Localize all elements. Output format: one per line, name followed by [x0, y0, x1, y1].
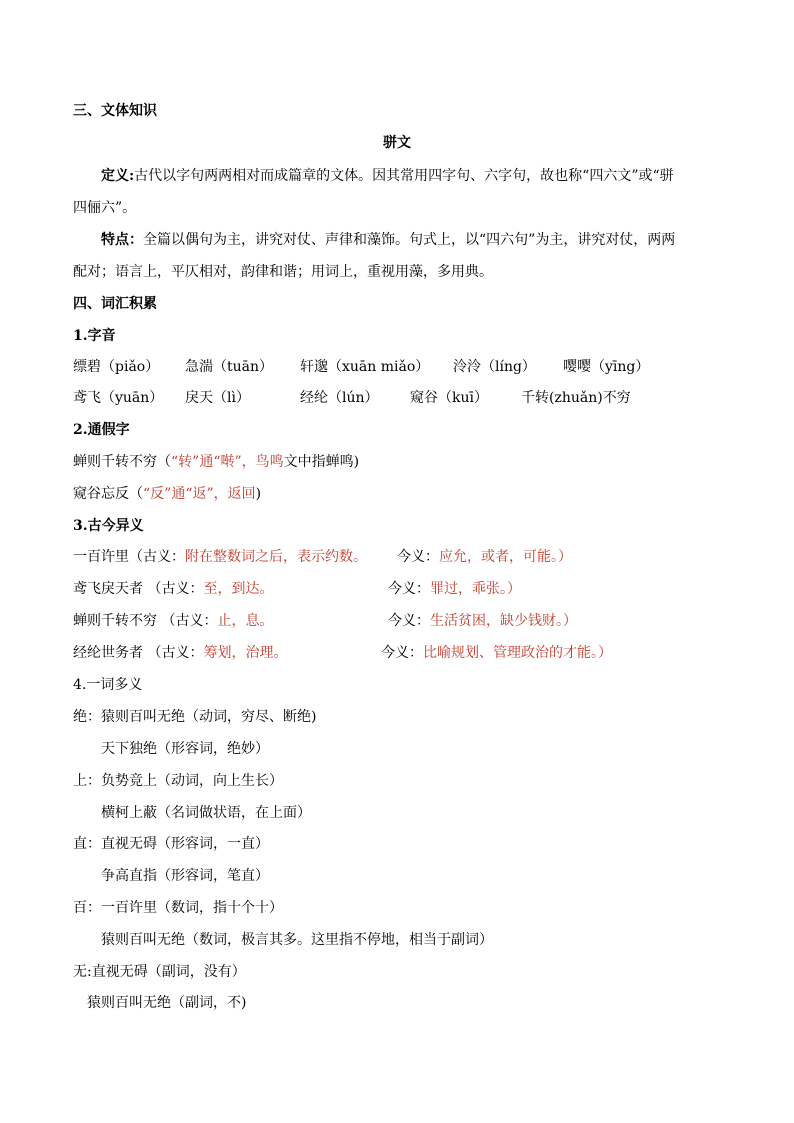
loan-char-prefix: 窥谷忘反（ [73, 486, 143, 502]
ancient-modern-row [0, 547, 794, 567]
pron-item: 缥碧（piǎo） [73, 359, 160, 375]
loan-chars-heading: 2.通假字 [73, 422, 130, 438]
pron-item: 经纶（lún） [300, 390, 379, 406]
polysemy-line: 猿则百叫无绝（数词，极言其多。这里指不停地，相当于副词） [101, 932, 493, 948]
polysemy-line: 天下独绝（形容词，绝妙） [101, 741, 269, 757]
pron-item: 嘤嘤（yīng） [563, 359, 650, 375]
definition-line-2: 四俪六”。 [73, 200, 137, 216]
loan-char-explanation: “转”通“啭”，鸟鸣 [171, 454, 284, 470]
am-ancient-label: （古义： [143, 645, 204, 661]
am-word: 鸢飞戾天者 [73, 581, 143, 597]
definition-line-1 [101, 166, 674, 186]
am-ancient-label: （古义： [129, 549, 185, 565]
polysemy-line: 猿则百叫无绝（副词，不) [87, 995, 247, 1011]
am-ancient-meaning: 止，息。 [217, 613, 274, 629]
polysemy-example: 负势竞上（动词，向上生长） [101, 773, 283, 789]
polysemy-word: 百： [73, 900, 101, 916]
am-word: 蝉则千转不穷 [73, 613, 157, 629]
features-label: 特点： [101, 232, 143, 248]
section-heading-literary-knowledge: 三、文体知识 [73, 103, 157, 119]
ancient-modern-heading: 3.古今异义 [73, 518, 144, 534]
am-word: 一百许里 [73, 549, 129, 565]
pron-item: 鸢飞（yuān） [73, 390, 164, 406]
am-ancient-meaning: 附在整数词之后，表示约数。 [185, 549, 367, 565]
polysemy-line [73, 707, 316, 727]
loan-char-suffix: 文中指蝉鸣) [283, 454, 360, 470]
polysemy-line: 横柯上蔽（名词做状语，在上面） [101, 805, 311, 821]
loan-char-item [73, 452, 359, 472]
polysemy-example: 直视无碍（形容词，一直） [101, 836, 269, 852]
am-ancient-label: （古义： [157, 613, 218, 629]
polysemy-word: 直： [73, 836, 101, 852]
ancient-modern-row [0, 611, 794, 631]
definition-label: 定义: [101, 168, 135, 184]
loan-char-item: 窥谷忘反（“反”通“返”，返回) [73, 486, 262, 502]
polysemy-heading: 4.一词多义 [73, 677, 143, 693]
am-word: 经纶世务者 [73, 645, 143, 661]
am-modern-meaning: 比喻规划、管理政治的才能。） [423, 645, 612, 661]
am-modern-label: 今义： [397, 549, 439, 565]
polysemy-example: 猿则百叫无绝（动词，穷尽、断绝) [101, 709, 317, 725]
pron-item: 泠泠（líng） [453, 359, 536, 375]
am-modern-label: 今义： [388, 581, 430, 597]
am-ancient-meaning: 筹划，治理。 [203, 645, 288, 661]
definition-text-1: 古代以字句两两相对而成篇章的文体。因其常用四字句、六字句，故也称“四六文”或“骈 [134, 168, 674, 184]
polysemy-word: 绝： [73, 709, 101, 725]
topic-title: 骈文 [383, 135, 411, 151]
ancient-modern-row [0, 579, 794, 599]
section-heading-vocabulary: 四、词汇积累 [73, 296, 157, 312]
pron-item: 急湍（tuān） [185, 359, 274, 375]
pron-item: 窥谷（kuī） [410, 390, 488, 406]
pron-item: 轩邈（xuān miǎo） [300, 359, 430, 375]
loan-char-prefix: 蝉则千转不穷（ [73, 454, 171, 470]
am-modern-meaning: 生活贫困，缺少钱财。） [430, 613, 577, 629]
polysemy-word: 无: [73, 964, 92, 980]
pronunciation-row-2 [0, 388, 794, 408]
polysemy-example: 直视无碍（副词，没有） [91, 964, 246, 980]
pronunciation-row-1 [0, 357, 794, 377]
polysemy-word: 上： [73, 773, 101, 789]
pron-item: 千转(zhuǎn)不穷 [521, 390, 631, 406]
am-ancient-meaning: 至，到达。 [203, 581, 274, 597]
loan-char-explanation: “反”通“返”，返回 [143, 486, 256, 502]
pronunciation-heading: 1.字音 [73, 328, 116, 344]
features-line-2: 配对；语言上，平仄相对，韵律和谐；用词上，重视用藻，多用典。 [73, 264, 493, 280]
polysemy-line [73, 962, 246, 982]
features-text-1: 全篇以偶句为主，讲究对仗、声律和藻饰。句式上，以“四六句”为主，讲究对仗，两两 [143, 232, 676, 248]
polysemy-line [73, 834, 269, 854]
am-modern-label: 今义： [388, 613, 430, 629]
polysemy-line: 争高直指（形容词，笔直） [101, 868, 269, 884]
ancient-modern-row [0, 643, 794, 663]
polysemy-line [73, 898, 283, 918]
pron-item: 戾天（lì） [185, 390, 250, 406]
am-modern-label: 今义： [381, 645, 423, 661]
am-modern-meaning: 应允，或者，可能。） [439, 549, 572, 565]
polysemy-example: 一百许里（数词，指十个十） [101, 900, 283, 916]
am-modern-meaning: 罪过，乖张。） [430, 581, 521, 597]
polysemy-line [73, 771, 283, 791]
features-line-1 [101, 230, 675, 250]
am-ancient-label: （古义： [143, 581, 204, 597]
